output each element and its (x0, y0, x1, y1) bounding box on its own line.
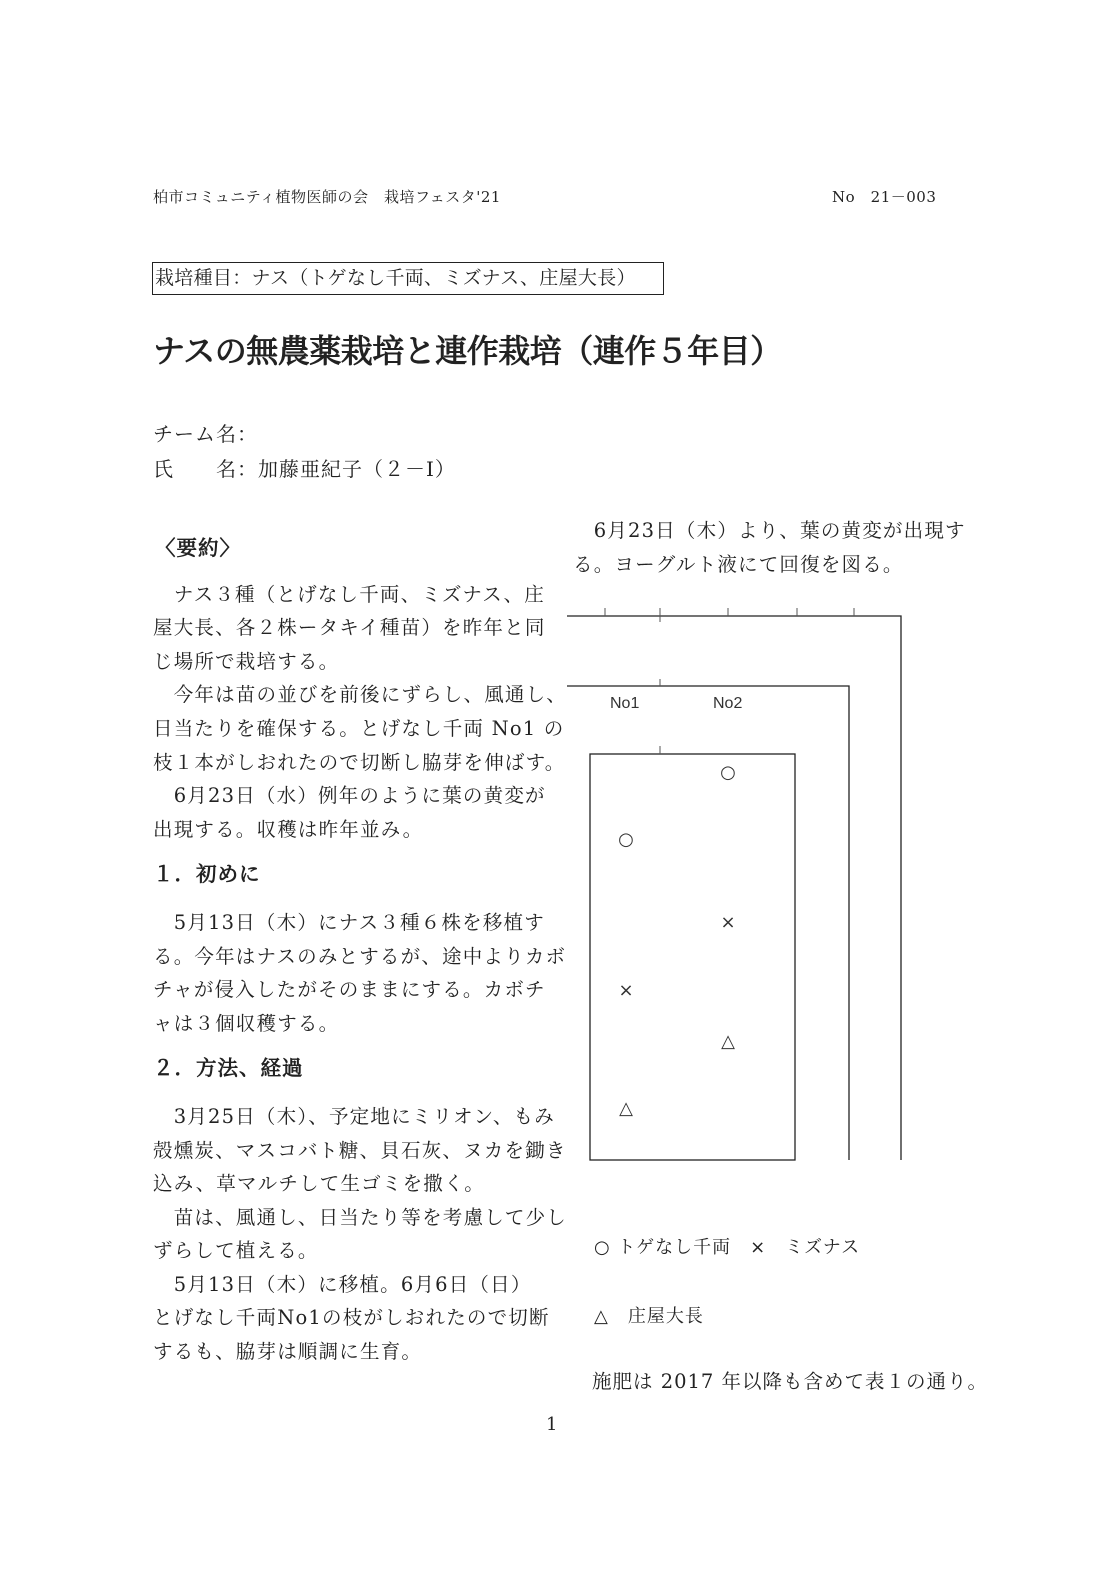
summary-heading: 〈要約〉 (155, 536, 241, 560)
section2-line: 5月13日（木）に移植。6月6日（日） (153, 1272, 532, 1296)
right-line: 6月23日（木）より、葉の黄変が出現す (573, 519, 966, 542)
page-number: 1 (546, 1414, 558, 1435)
summary-line: じ場所で栽培する。 (153, 649, 340, 673)
right-line: る。ヨーグルト液にて回復を図る。 (573, 552, 904, 576)
col-label-no1: No1 (610, 695, 640, 712)
legend-line-1: ○ トゲなし千両 × ミズナス (594, 1237, 861, 1258)
section2-line: 3月25日（木）、予定地にミリオン、もみ (153, 1104, 555, 1128)
field-layout-diagram (560, 600, 920, 1180)
summary-line: ナス３種（とげなし千両、ミズナス、庄 (153, 582, 545, 606)
summary-line: 屋大長、各２株ータキイ種苗）を昨年と同 (153, 616, 546, 640)
summary-line: 日当たりを確保する。とげなし千両 No1 の (153, 716, 565, 740)
section1-line: チャが侵入したがそのままにする。カボチ (153, 978, 546, 1002)
section1-line: ャは３個収穫する。 (153, 1011, 340, 1035)
summary-line: 今年は苗の並びを前後にずらし、風通し、 (153, 683, 568, 707)
header-doc-number: No 21－003 (832, 188, 937, 206)
plant-no2-triangle: △ (721, 1031, 735, 1052)
plant-no1-triangle: △ (619, 1098, 633, 1119)
summary-line: 枝１本がしおれたので切断し脇芽を伸ばす。 (153, 750, 566, 774)
section1-heading: １．初めに (153, 862, 261, 887)
section1-line: 5月13日（木）にナス３種６株を移植す (153, 910, 545, 934)
plant-no1-cross: × (618, 980, 634, 1001)
inner-border (567, 686, 849, 1160)
legend-line-2: △ 庄屋大長 (594, 1306, 704, 1327)
section2-line: とげなし千両No1の枝がしおれたので切断 (153, 1306, 550, 1330)
section2-line: ずらして植える。 (153, 1239, 319, 1263)
summary-line: 6月23日（水）例年のように葉の黄変が (153, 784, 546, 808)
left-column (153, 532, 568, 1369)
section2-line: 苗は、風通し、日当たり等を考慮して少し (153, 1205, 568, 1229)
col-label-no2: No2 (713, 695, 743, 712)
team-name: チーム名： (153, 422, 258, 446)
summary-line: 出現する。収穫は昨年並み。 (153, 817, 424, 841)
right-column-text (573, 514, 966, 581)
page-title: ナスの無農薬栽培と連作栽培（連作５年目） (153, 332, 782, 370)
plant-no1-circle: ○ (618, 829, 634, 850)
plant-no2-circle: ○ (720, 762, 736, 783)
section2-line: するも、脇芽は順調に生育。 (153, 1340, 423, 1364)
section2-line: 込み、草マルチして生ゴミを撒く。 (153, 1172, 485, 1196)
header-org: 柏市コミュニティ植物医師の会 栽培フェスタ'21 (153, 188, 501, 206)
section2-line: 殻燻炭、マスコバト糖、貝石灰、ヌカを鋤き (153, 1138, 567, 1162)
crop-type-box (152, 262, 664, 295)
plant-no2-cross: × (720, 912, 736, 933)
fertilizer-note: 施肥は 2017 年以降も含めて表１の通り。 (592, 1370, 989, 1393)
section2-heading: ２．方法、経過 (153, 1056, 304, 1081)
crop-type-text: 栽培種目：ナス（トゲなし千両、ミズナス、庄屋大長） (155, 267, 636, 289)
section1-line: る。今年はナスのみとするが、途中よりカボ (153, 944, 567, 968)
author-name: 氏 名：加藤亜紀子（２－I） (153, 457, 456, 481)
